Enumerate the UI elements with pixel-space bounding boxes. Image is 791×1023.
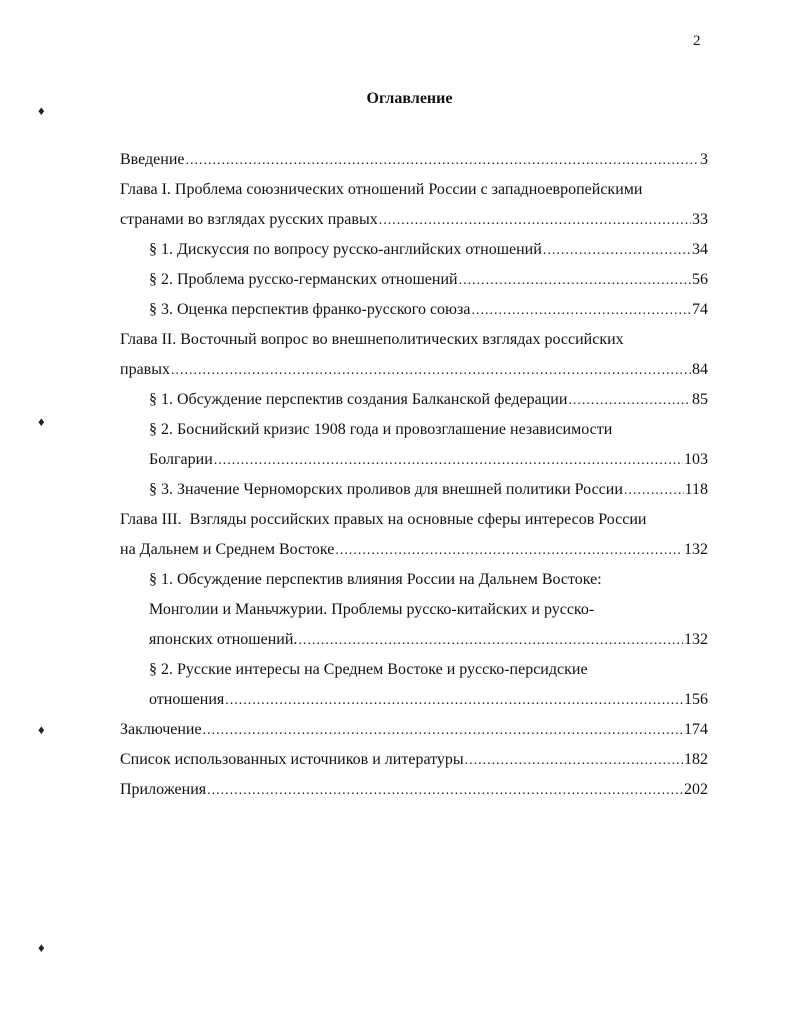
toc-entry-text: японских отношений. (149, 631, 298, 648)
toc-entry-page: 33 (692, 211, 708, 228)
toc-entry-page: 118 (684, 481, 708, 498)
leader-dots (465, 746, 683, 775)
toc-entry-page: 182 (684, 751, 708, 768)
toc-entry-text: Приложения (120, 781, 207, 798)
leader-dots (379, 206, 691, 235)
toc-entry-text: § 2. Боснийский кризис 1908 года и провозглашение независимости (149, 421, 613, 438)
toc-entry-text: Заключение (120, 721, 202, 738)
toc-entry-page: 174 (684, 721, 708, 738)
toc-entry-2-3 (120, 475, 708, 505)
leader-dots (471, 296, 691, 325)
toc-entry-3-1-cont (120, 595, 708, 625)
toc-entry-page: 156 (684, 691, 708, 708)
toc-entry-text: отношения (149, 691, 225, 708)
leader-dots (186, 146, 700, 175)
toc-title: Оглавление (366, 90, 453, 107)
toc-entry-chapter-3 (120, 505, 708, 535)
toc-entry-text: § 1. Дискуссия по вопросу русско-английских отношений (149, 241, 542, 258)
leader-dots (624, 476, 684, 505)
toc-entry-1-2 (120, 265, 708, 295)
toc-entry-page: 85 (692, 391, 708, 408)
toc-entry-chapter-3-cont (120, 535, 708, 565)
toc-entry-text: Глава II. Восточный вопрос во внешнеполитических взглядах российских (120, 331, 624, 348)
toc-entry-page: 3 (700, 151, 708, 168)
toc-entry-conclusion (120, 715, 708, 745)
toc-entry-3-2-cont (120, 685, 708, 715)
table-of-contents (120, 145, 708, 805)
toc-entry-text: § 2. Проблема русско-германских отношений (149, 271, 458, 288)
toc-entry-text: Глава I. Проблема союзнических отношений России с западноевропейскими (120, 181, 643, 198)
toc-entry-1-1 (120, 235, 708, 265)
binding-mark-2: ♦ (38, 414, 45, 429)
leader-dots (459, 266, 691, 295)
leader-dots (568, 386, 691, 415)
toc-entry-chapter-1-cont (120, 205, 708, 235)
toc-entry-page: 84 (692, 361, 708, 378)
toc-entry-bibliography (120, 745, 708, 775)
toc-entry-text: Болгарии (149, 451, 213, 468)
toc-entry-introduction (120, 145, 708, 175)
leader-dots (225, 686, 683, 715)
toc-entry-3-1-cont2 (120, 625, 708, 655)
leader-dots (203, 716, 683, 745)
binding-mark-4: ♦ (38, 940, 45, 955)
toc-entry-text: правых (120, 361, 170, 378)
toc-entry-2-2 (120, 415, 708, 445)
toc-entry-page: 202 (684, 781, 708, 798)
toc-entry-text: Глава III. Взгляды российских правых на основные сферы интересов России (120, 511, 647, 528)
toc-entry-text: § 3. Значение Черноморских проливов для внешней политики России (149, 481, 623, 498)
toc-entry-3-2 (120, 655, 708, 685)
leader-dots (207, 776, 683, 805)
toc-entry-text: Введение (120, 151, 185, 168)
binding-mark-3: ♦ (38, 722, 45, 737)
toc-entry-page: 132 (684, 631, 708, 648)
toc-entry-text: Список использованных источников и литературы (120, 751, 464, 768)
leader-dots (214, 446, 683, 475)
toc-entry-page: 74 (692, 301, 708, 318)
binding-mark-1: ♦ (38, 103, 45, 118)
toc-entry-chapter-1 (120, 175, 708, 205)
toc-entry-text: на Дальнем и Среднем Востоке (120, 541, 335, 558)
leader-dots (543, 236, 691, 265)
toc-entry-page: 56 (692, 271, 708, 288)
page-number: 2 (693, 33, 701, 49)
toc-entry-2-1 (120, 385, 708, 415)
toc-entry-1-3 (120, 295, 708, 325)
toc-entry-page: 34 (692, 241, 708, 258)
toc-entry-text: § 1. Обсуждение перспектив влияния России на Дальнем Востоке: (149, 571, 602, 588)
toc-entry-text: § 2. Русские интересы на Среднем Востоке и русско-персидские (149, 661, 588, 678)
toc-entry-page: 103 (684, 451, 708, 468)
leader-dots (298, 626, 683, 655)
toc-entry-appendices (120, 775, 708, 805)
toc-entry-text: странами во взглядах русских правых (120, 211, 378, 228)
toc-entry-text: Монголии и Маньчжурии. Проблемы русско-китайских и русско- (149, 601, 595, 618)
toc-entry-chapter-2 (120, 325, 708, 355)
leader-dots (171, 356, 691, 385)
toc-entry-2-2-cont (120, 445, 708, 475)
leader-dots (335, 536, 683, 565)
toc-entry-3-1 (120, 565, 708, 595)
toc-entry-page: 132 (684, 541, 708, 558)
toc-entry-chapter-2-cont (120, 355, 708, 385)
toc-entry-text: § 1. Обсуждение перспектив создания Балканской федерации (149, 391, 568, 408)
toc-entry-text: § 3. Оценка перспектив франко-русского союза (149, 301, 471, 318)
